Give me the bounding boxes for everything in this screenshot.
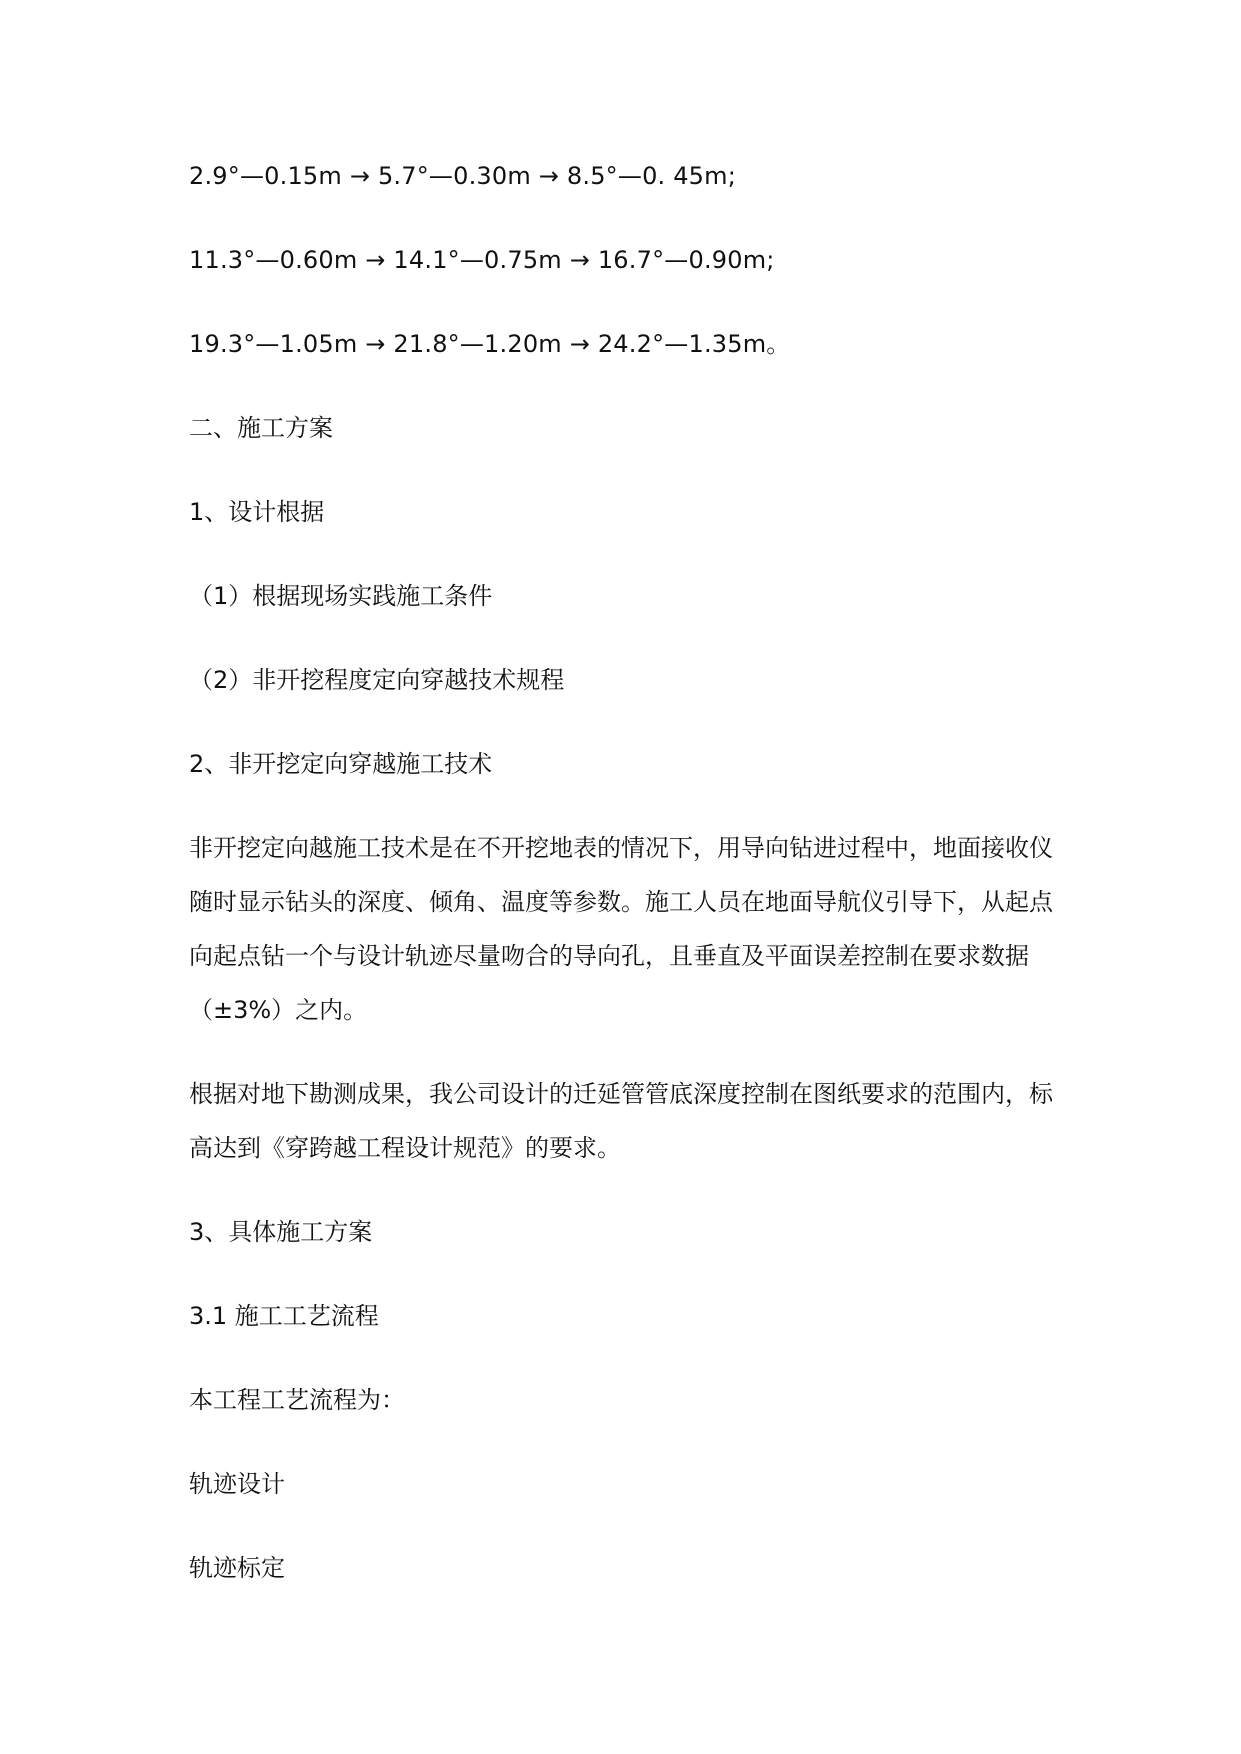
heading-design-basis: 1、设计根据	[189, 498, 325, 526]
angle-depth-line-1: 2.9°—0.15m → 5.7°—0.30m → 8.5°—0. 45m;	[189, 162, 737, 190]
list-item-site-conditions: （1）根据现场实践施工条件	[189, 582, 493, 610]
list-item-technical-code: （2）非开挖程度定向穿越技术规程	[189, 666, 565, 694]
paragraph-2-line-2: 高达到《穿跨越工程设计规范》的要求。	[189, 1134, 621, 1162]
angle-depth-line-3: 19.3°—1.05m → 21.8°—1.20m → 24.2°—1.35m。	[189, 330, 791, 358]
heading-specific-plan: 3、具体施工方案	[189, 1218, 373, 1246]
heading-process-flow: 3.1 施工工艺流程	[189, 1302, 379, 1330]
flow-step-trajectory-calibration: 轨迹标定	[189, 1554, 285, 1582]
heading-trenchless-technique: 2、非开挖定向穿越施工技术	[189, 750, 493, 778]
flow-intro: 本工程工艺流程为：	[189, 1386, 405, 1414]
section-heading-construction-plan: 二、施工方案	[189, 414, 333, 442]
angle-depth-line-2: 11.3°—0.60m → 14.1°—0.75m → 16.7°—0.90m;	[189, 246, 775, 274]
paragraph-1-line-2: 随时显示钻头的深度、倾角、温度等参数。施工人员在地面导航仪引导下，从起点	[189, 888, 1053, 916]
paragraph-1-line-3: 向起点钻一个与设计轨迹尽量吻合的导向孔，且垂直及平面误差控制在要求数据	[189, 942, 1029, 970]
paragraph-1-line-4: （±3%）之内。	[189, 996, 368, 1024]
flow-step-trajectory-design: 轨迹设计	[189, 1470, 285, 1498]
paragraph-1-line-1: 非开挖定向越施工技术是在不开挖地表的情况下，用导向钻进过程中，地面接收仪	[189, 834, 1053, 862]
paragraph-2-line-1: 根据对地下勘测成果，我公司设计的迁延管管底深度控制在图纸要求的范围内，标	[189, 1080, 1053, 1108]
